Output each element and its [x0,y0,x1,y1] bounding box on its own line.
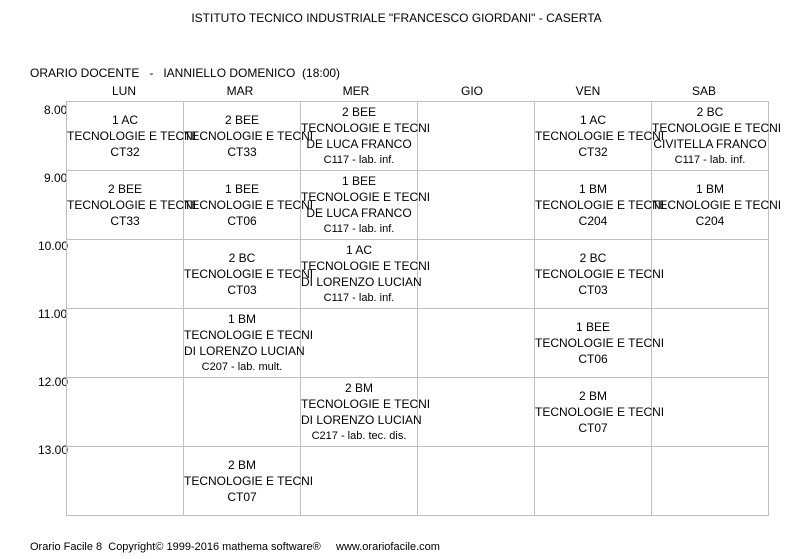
subject-label: TECNOLOGIE E TECNI [535,336,665,350]
lesson-cell-gio-8 [418,102,535,171]
lesson-cell-ven-8 [535,102,665,171]
coteacher-label: CIVITELLA FRANCO [653,137,767,151]
school-title: ISTITUTO TECNICO INDUSTRIALE "FRANCESCO GIORDANI" - CASERTA [191,11,602,25]
room-label: C207 - lab. mult. [201,361,283,373]
teacher-line: ORARIO DOCENTE - IANNIELLO DOMENICO (18:00) [30,66,341,80]
lesson-cell-mar-11 [184,309,314,378]
subject-label: TECNOLOGIE E TECNI [535,267,665,281]
lesson-cell-ven-12 [535,378,665,447]
subject-label: TECNOLOGIE E TECNI [184,198,314,212]
class-label: 2 BM [344,381,373,395]
lesson-cell-lun-8 [67,102,197,171]
room-label: CT32 [110,145,140,159]
footer-copyright: Orario Facile 8 Copyright© 1999-2016 mathema software® www.orariofacile.com [30,541,440,553]
lesson-cell-mar-12 [184,378,301,447]
room-label: C217 - lab. tec. dis. [311,430,407,442]
subject-label: TECNOLOGIE E TECNI [652,121,782,135]
lesson-cell-sab-12 [652,378,769,447]
room-label: C204 [695,214,725,228]
day-header-ven: VEN [575,84,601,98]
timetable-row [67,378,769,447]
coteacher-label: DE LUCA FRANCO [306,206,412,220]
lesson-cell-gio-10 [418,240,535,309]
class-label: 1 AC [111,113,138,127]
subject-label: TECNOLOGIE E TECNI [535,405,665,419]
lesson-cell-ven-9 [535,171,665,240]
hour-label-8: 8.00 [44,103,68,117]
room-label: C117 - lab. inf. [674,154,746,166]
timetable-row [67,240,769,309]
subject-label: TECNOLOGIE E TECNI [535,129,665,143]
lesson-cell-gio-12 [418,378,535,447]
room-label: C117 - lab. inf. [323,154,395,166]
lesson-cell-gio-11 [418,309,535,378]
room-label: CT06 [227,214,257,228]
timetable-row [67,171,769,240]
lesson-cell-mar-8 [184,102,314,171]
lesson-cell-gio-9 [418,171,535,240]
class-label: 2 BEE [341,105,377,119]
room-label: C117 - lab. inf. [323,223,395,235]
lesson-cell-lun-9 [67,171,197,240]
class-label: 1 BEE [224,182,260,196]
lesson-cell-ven-10 [535,240,665,309]
room-label: CT32 [578,145,608,159]
hour-label-12: 12.00 [38,375,69,389]
subject-label: TECNOLOGIE E TECNI [652,198,782,212]
class-label: 2 BC [579,251,607,265]
class-label: 2 BM [227,458,256,472]
timetable-row [67,447,769,516]
lesson-cell-lun-10 [67,240,184,309]
lesson-cell-sab-13 [652,447,769,516]
room-label: CT33 [110,214,140,228]
lesson-cell-mar-10 [184,240,314,309]
subject-label: TECNOLOGIE E TECNI [184,267,314,281]
subject-label: TECNOLOGIE E TECNI [535,198,665,212]
room-label: CT07 [227,490,257,504]
day-header-sab: SAB [691,84,716,98]
class-label: 1 BM [695,182,724,196]
lesson-cell-mer-10 [301,240,431,309]
subject-label: TECNOLOGIE E TECNI [67,129,197,143]
lesson-cell-ven-13 [535,447,652,516]
hour-label-11: 11.00 [38,307,68,321]
room-label: CT06 [578,352,608,366]
room-label: C204 [578,214,608,228]
hour-label-10: 10.00 [38,239,69,253]
lesson-cell-mer-9 [301,171,431,240]
timetable-row [67,309,769,378]
class-label: 1 AC [579,113,606,127]
subject-label: TECNOLOGIE E TECNI [301,397,431,411]
coteacher-label: DI LORENZO LUCIAN [301,275,422,289]
subject-label: TECNOLOGIE E TECNI [67,198,197,212]
lesson-cell-gio-13 [418,447,535,516]
lesson-cell-mer-8 [301,102,431,171]
day-header-lun: LUN [111,84,136,98]
room-label: CT07 [578,421,608,435]
room-label: CT03 [227,283,257,297]
class-label: 2 BEE [224,113,260,127]
lesson-cell-mar-9 [184,171,314,240]
coteacher-label: DI LORENZO LUCIAN [301,413,422,427]
coteacher-label: DE LUCA FRANCO [306,137,412,151]
lesson-cell-lun-12 [67,378,184,447]
class-label: 1 BEE [575,320,611,334]
lesson-cell-mer-12 [301,378,431,447]
class-label: 2 BEE [107,182,143,196]
lesson-cell-sab-8 [652,102,782,171]
class-label: 1 BM [578,182,607,196]
lesson-cell-sab-11 [652,309,769,378]
room-label: C117 - lab. inf. [323,292,395,304]
room-label: CT03 [578,283,608,297]
subject-label: TECNOLOGIE E TECNI [184,474,314,488]
timetable-grid [66,101,782,516]
day-header-gio: GIO [460,84,483,98]
class-label: 1 AC [345,243,372,257]
subject-label: TECNOLOGIE E TECNI [301,190,431,204]
day-header-mar: MAR [226,84,254,98]
lesson-cell-mer-13 [301,447,418,516]
hour-label-13: 13.00 [38,443,69,457]
day-header-mer: MER [342,84,370,98]
timetable-row [67,102,769,171]
subject-label: TECNOLOGIE E TECNI [184,328,314,342]
lesson-cell-lun-11 [67,309,184,378]
lesson-cell-sab-10 [652,240,769,309]
subject-label: TECNOLOGIE E TECNI [301,121,431,135]
lesson-cell-mer-11 [301,309,418,378]
room-label: CT33 [227,145,257,159]
lesson-cell-mar-13 [184,447,314,516]
subject-label: TECNOLOGIE E TECNI [184,129,314,143]
class-label: 2 BC [696,105,724,119]
lesson-cell-sab-9 [652,171,782,240]
class-label: 1 BEE [341,174,377,188]
class-label: 1 BM [227,312,256,326]
subject-label: TECNOLOGIE E TECNI [301,259,431,273]
class-label: 2 BC [228,251,256,265]
class-label: 2 BM [578,389,607,403]
lesson-cell-ven-11 [535,309,665,378]
hour-label-9: 9.00 [44,171,68,185]
lesson-cell-lun-13 [67,447,184,516]
coteacher-label: DI LORENZO LUCIAN [184,344,305,358]
